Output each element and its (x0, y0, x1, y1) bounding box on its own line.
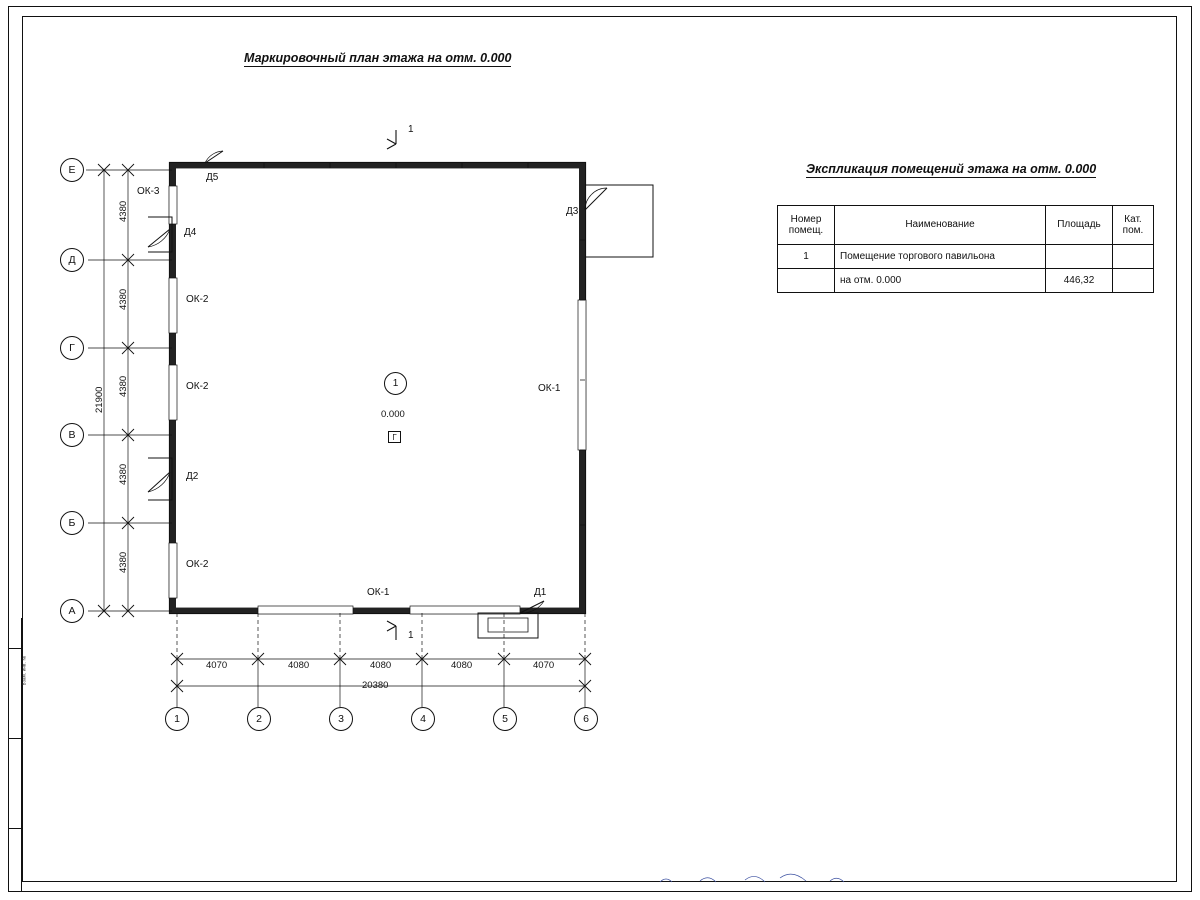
dimension-horizontal-total: 20380 (362, 680, 389, 691)
dimension-vertical-total: 21900 (94, 386, 105, 413)
window-label-ok2-lower: ОК-2 (186, 559, 209, 570)
header-category-line1: Кат. (1124, 213, 1142, 225)
window-label-ok2-upper: ОК-2 (186, 294, 209, 305)
cell-room-number: 1 (778, 245, 835, 269)
axis-bubble-vertical: Б (60, 511, 84, 535)
header-area: Площадь (1046, 206, 1113, 245)
cell-room-category (1113, 269, 1154, 293)
explication-table (777, 205, 1154, 293)
cell-room-category (1113, 245, 1154, 269)
margin-divider (8, 738, 22, 739)
door-label-d3: Д3 (566, 206, 579, 217)
dimension-vertical: 4380 (118, 463, 129, 485)
header-room-number (778, 206, 835, 245)
cell-room-name: на отм. 0.000 (835, 269, 1046, 293)
dimension-vertical: 4380 (118, 200, 129, 222)
explication-title: Экспликация помещений этажа на отм. 0.000 (806, 162, 1097, 176)
door-label-d4: Д4 (184, 227, 197, 238)
table-row (778, 269, 1154, 293)
margin-divider (8, 828, 22, 829)
section-mark-top: 1 (408, 124, 414, 135)
header-category (1113, 206, 1154, 245)
cell-room-area (1046, 245, 1113, 269)
door-label-d2: Д2 (186, 471, 199, 482)
room-elevation-label: 0.000 (381, 409, 405, 420)
sheet-margin-strip (8, 618, 27, 892)
cell-room-name: Помещение торгового павильона (835, 245, 1046, 269)
axis-bubble-horizontal: 4 (411, 707, 435, 731)
axis-bubble-horizontal: 6 (574, 707, 598, 731)
axis-bubble-horizontal: 5 (493, 707, 517, 731)
dimension-vertical: 4380 (118, 375, 129, 397)
dimension-horizontal: 4080 (451, 660, 473, 671)
dimension-vertical: 4380 (118, 288, 129, 310)
axis-bubble-horizontal: 1 (165, 707, 189, 731)
section-mark-bottom: 1 (408, 630, 414, 641)
dimension-horizontal: 4080 (370, 660, 392, 671)
table-header-row (778, 206, 1154, 245)
header-name: Наименование (835, 206, 1046, 245)
window-label-ok1-right: ОК-1 (538, 383, 561, 394)
dimension-horizontal: 4070 (533, 660, 555, 671)
plan-title: Маркировочный план этажа на отм. 0.000 (244, 51, 512, 65)
dimension-horizontal: 4080 (288, 660, 310, 671)
room-category-box: Г (388, 431, 401, 443)
axis-bubble-horizontal: 2 (247, 707, 271, 731)
header-room-number-line2: помещ. (788, 225, 824, 236)
axis-bubble-vertical: В (60, 423, 84, 447)
axis-bubble-horizontal: 3 (329, 707, 353, 731)
header-category-line2: пом. (1122, 225, 1144, 236)
header-room-number-line1: Номер (790, 213, 822, 225)
axis-bubble-vertical: А (60, 599, 84, 623)
margin-divider (8, 648, 22, 649)
room-number-bubble: 1 (384, 372, 407, 395)
cell-room-number (778, 269, 835, 293)
window-label-ok1-bottom: ОК-1 (367, 587, 390, 598)
cell-room-area: 446,32 (1046, 269, 1113, 293)
margin-vertical-text: Взам. инв. № (21, 655, 27, 686)
axis-bubble-vertical: Е (60, 158, 84, 182)
sheet-frame-inner (22, 16, 1177, 882)
dimension-horizontal: 4070 (206, 660, 228, 671)
window-label-ok3: ОК-3 (137, 186, 160, 197)
axis-bubble-vertical: Г (60, 336, 84, 360)
dimension-vertical: 4380 (118, 551, 129, 573)
door-label-d5: Д5 (206, 172, 219, 183)
table-row (778, 245, 1154, 269)
axis-bubble-vertical: Д (60, 248, 84, 272)
door-label-d1: Д1 (534, 587, 547, 598)
window-label-ok2-middle: ОК-2 (186, 381, 209, 392)
